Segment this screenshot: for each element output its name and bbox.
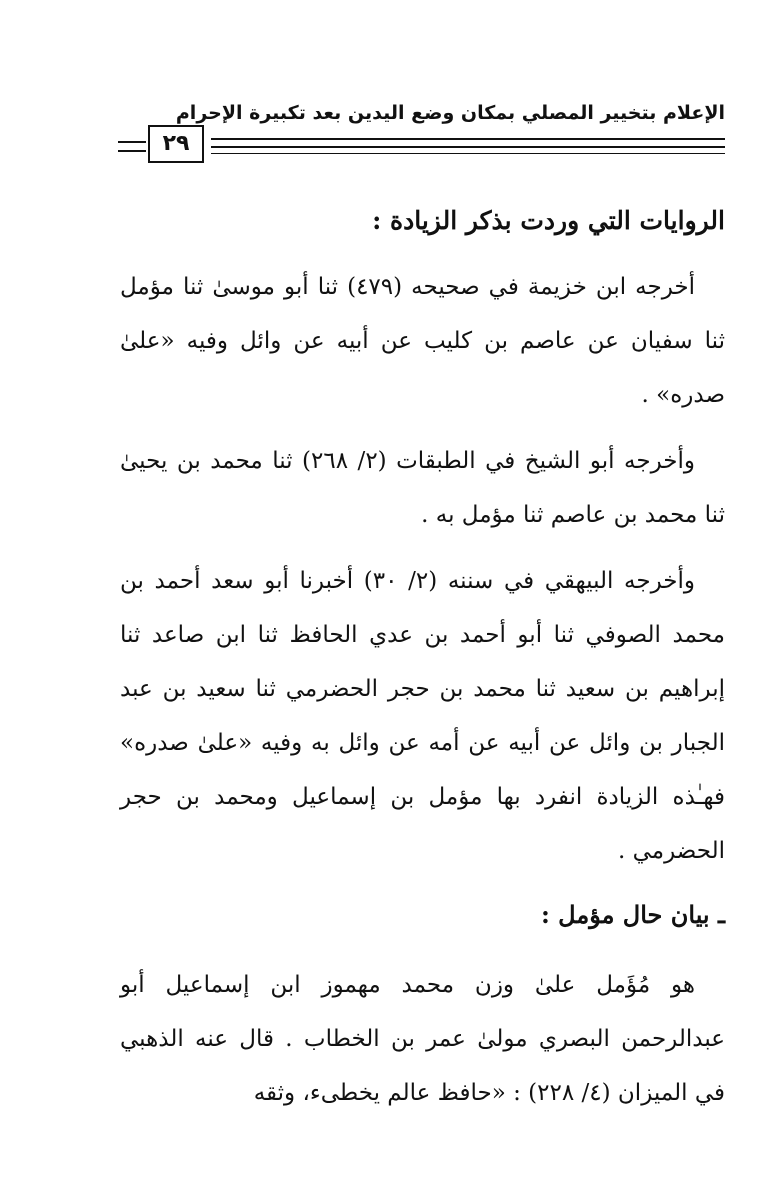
body-paragraph: أخرجه ابن خزيمة في صحيحه (٤٧٩) ثنا أبو موسىٰ ثنا مؤمل ثنا سفيان عن عاصم بن كليب عن أبيه عن وائل وفيه «علىٰ صدره» .	[120, 274, 725, 408]
header-rule	[211, 153, 725, 154]
body-paragraph: وأخرجه أبو الشيخ في الطبقات (٢/ ٢٦٨) ثنا محمد بن يحيىٰ ثنا محمد بن عاصم ثنا مؤمل به .	[120, 448, 725, 528]
page-number-rule	[118, 150, 146, 152]
running-title: الإعلام بتخيير المصلي بمكان وضع اليدين بعد تكبيرة الإحرام	[175, 102, 725, 124]
page-body	[120, 196, 725, 1132]
page-number-rule	[118, 141, 146, 143]
header-rule	[211, 138, 725, 140]
subsection-heading: ـ بيان حال مؤمل :	[540, 900, 725, 929]
page-number: ٢٩	[148, 125, 204, 163]
body-paragraph: وأخرجه البيهقي في سننه (٢/ ٣٠) أخبرنا أبو سعد أحمد بن محمد الصوفي ثنا أبو أحمد بن عدي الحافظ ثنا ابن صاعد ثنا إبراهيم بن سعيد ثنا محمد بن حجر الحضرمي ثنا سعيد بن عبد الجبار بن وائل عن أبيه عن أمه عن وائل به وفيه «علىٰ صدره» فهـٰذه الزيادة انفرد بها مؤمل بن إسماعيل ومحمد بن حجر الحضرمي .	[120, 568, 725, 864]
section-heading: الروايات التي وردت بذكر الزيادة :	[372, 206, 725, 235]
header-rule	[211, 146, 725, 148]
body-paragraph: هو مُؤَمل علىٰ وزن محمد مهموز ابن إسماعيل أبو عبدالرحمن البصري مولىٰ عمر بن الخطاب . قال عنه الذهبي في الميزان (٤/ ٢٢٨) : «حافظ عالم يخطىء، وثقه	[120, 972, 725, 1106]
